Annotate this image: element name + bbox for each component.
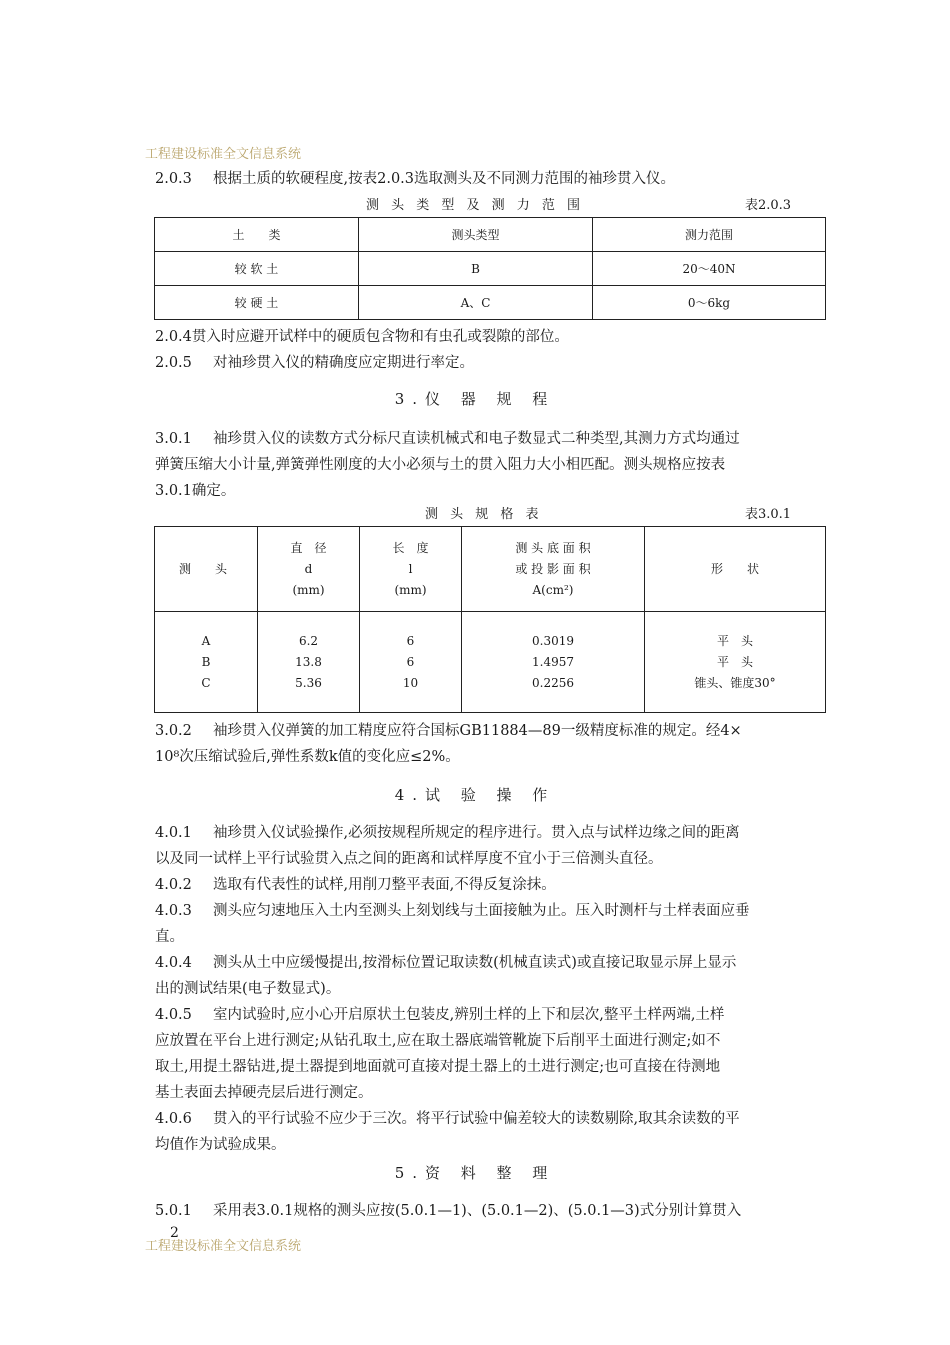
header-area: 测 头 底 面 积 或 投 影 面 积 A(cm²) [462, 527, 645, 612]
table-2-0-3-caption: 测 头 类 型 及 测 力 范 围 [366, 198, 585, 213]
cell-shape: 平 头 平 头 锥头、锥度30° [645, 612, 826, 713]
paragraph-2-0-4 [155, 324, 827, 350]
cell-soil: 较 硬 土 [155, 286, 359, 320]
cell-probe: A B C [155, 612, 258, 713]
clause-number: 4.0.1 [155, 825, 192, 841]
clause-number: 4.0.3 [155, 903, 192, 919]
header-length: 长 度 l (mm) [360, 527, 462, 612]
cell-range: 0～6kg [593, 286, 826, 320]
watermark-top: 工程建设标准全文信息系统 [145, 147, 302, 162]
paragraph-4-0-1 [155, 820, 827, 872]
clause-text: 对袖珍贯入仪的精确度应定期进行率定。 [213, 355, 474, 371]
paragraph-2-0-3 [155, 166, 827, 192]
clause-text-line: 取土,用提土器钻进,提土器提到地面就可直接对提土器上的土进行测定;也可直接在待测地 [155, 1059, 721, 1075]
clause-text-line: 10⁸次压缩试验后,弹性系数k值的变化应≤2%。 [155, 749, 460, 765]
clause-text-line: 弹簧压缩大小计量,弹簧弹性刚度的大小必须与土的贯入阻力大小相匹配。测头规格应按表 [155, 457, 726, 473]
paragraph-4-0-5 [155, 1002, 827, 1106]
cell-range: 20～40N [593, 252, 826, 286]
clause-number: 2.0.5 [155, 355, 192, 371]
paragraph-2-0-5 [155, 350, 827, 376]
paragraph-4-0-4 [155, 950, 827, 1002]
clause-text-line: 袖珍贯入仪试验操作,必须按规程所规定的程序进行。贯入点与试样边缘之间的距离 [213, 825, 740, 841]
cell-area: 0.3019 1.4957 0.2256 [462, 612, 645, 713]
section-title-3: 3.仪 器 规 程 [394, 390, 556, 408]
clause-number: 4.0.2 [155, 877, 192, 893]
clause-text-line: 贯入的平行试验不应少于三次。将平行试验中偏差较大的读数剔除,取其余读数的平 [213, 1111, 740, 1127]
header-soil-type: 土 类 [155, 218, 359, 252]
clause-text-line: 测头应匀速地压入土内至测头上刻划线与土面接触为止。压入时测杆与土样表面应垂 [213, 903, 750, 919]
table-3-0-1-number: 表3.0.1 [745, 507, 792, 522]
clause-number: 4.0.4 [155, 955, 192, 971]
clause-text-line: 室内试验时,应小心开启原状土包装皮,辨别土样的上下和层次,整平土样两端,土样 [213, 1007, 725, 1023]
clause-text-line: 基土表面去掉硬壳层后进行测定。 [155, 1085, 373, 1101]
header-shape: 形 状 [645, 527, 826, 612]
clause-text-line: 出的测试结果(电子数显式)。 [155, 981, 341, 997]
paragraph-4-0-2 [155, 872, 827, 898]
clause-number: 4.0.5 [155, 1007, 192, 1023]
table-2-0-3-number: 表2.0.3 [745, 198, 792, 213]
cell-length: 6 6 10 [360, 612, 462, 713]
clause-text-line: 袖珍贯入仪的读数方式分标尺直读机械式和电子数显式二种类型,其测力方式均通过 [213, 431, 740, 447]
cell-diameter: 6.2 13.8 5.36 [258, 612, 360, 713]
table-header-row [155, 527, 826, 612]
clause-text-line: 应放置在平台上进行测定;从钻孔取土,应在取土器底端管靴旋下后削平土面进行测定;如不 [155, 1033, 721, 1049]
table-header-row [155, 218, 826, 252]
header-force-range: 测力范围 [593, 218, 826, 252]
clause-text-line: 袖珍贯入仪弹簧的加工精度应符合国标GB11884—89一级精度标准的规定。经4× [213, 723, 742, 739]
cell-probe: A、C [359, 286, 593, 320]
paragraph-3-0-2 [155, 718, 827, 770]
clause-text-line: 测头从土中应缓慢提出,按滑标位置记取读数(机械直读式)或直接记取显示屏上显示 [213, 955, 737, 971]
paragraph-4-0-6 [155, 1106, 827, 1158]
paragraph-3-0-1 [155, 426, 827, 504]
clause-number: 4.0.6 [155, 1111, 192, 1127]
header-probe-type: 测头类型 [359, 218, 593, 252]
table-row [155, 286, 826, 320]
clause-number: 5.0.1 [155, 1203, 192, 1219]
table-row [155, 612, 826, 713]
header-diameter: 直 径 d (mm) [258, 527, 360, 612]
clause-number: 2.0.4 [155, 329, 192, 345]
clause-text-line: 直。 [155, 929, 184, 945]
clause-text: 选取有代表性的试样,用削刀整平表面,不得反复涂抹。 [213, 877, 556, 893]
header-probe: 测 头 [155, 527, 258, 612]
clause-text-line: 以及同一试样上平行试验贯入点之间的距离和试样厚度不宜小于三倍测头直径。 [155, 851, 663, 867]
clause-text: 贯入时应避开试样中的硬质包含物和有虫孔或裂隙的部位。 [191, 329, 569, 345]
clause-text-line: 均值作为试验成果。 [155, 1137, 286, 1153]
clause-text-line: 3.0.1确定。 [155, 483, 236, 499]
clause-text: 根据土质的软硬程度,按表2.0.3选取测头及不同测力范围的袖珍贯入仪。 [213, 171, 676, 187]
table-3-0-1-caption: 测 头 规 格 表 [425, 507, 543, 522]
section-title-5: 5.资 料 整 理 [394, 1164, 556, 1182]
page-number: 2 [170, 1225, 179, 1241]
clause-number: 2.0.3 [155, 171, 192, 187]
paragraph-5-0-1 [155, 1198, 827, 1224]
section-title-4: 4.试 验 操 作 [394, 786, 556, 804]
clause-number: 3.0.1 [155, 431, 192, 447]
clause-number: 3.0.2 [155, 723, 192, 739]
cell-soil: 较 软 土 [155, 252, 359, 286]
clause-text: 采用表3.0.1规格的测头应按(5.0.1—1)、(5.0.1—2)、(5.0.1—3)式分别计算贯入 [213, 1203, 742, 1219]
cell-probe: B [359, 252, 593, 286]
paragraph-4-0-3 [155, 898, 827, 950]
watermark-bottom: 工程建设标准全文信息系统 [145, 1239, 302, 1254]
table-row [155, 252, 826, 286]
table-2-0-3 [154, 217, 826, 320]
table-3-0-1 [154, 526, 826, 713]
